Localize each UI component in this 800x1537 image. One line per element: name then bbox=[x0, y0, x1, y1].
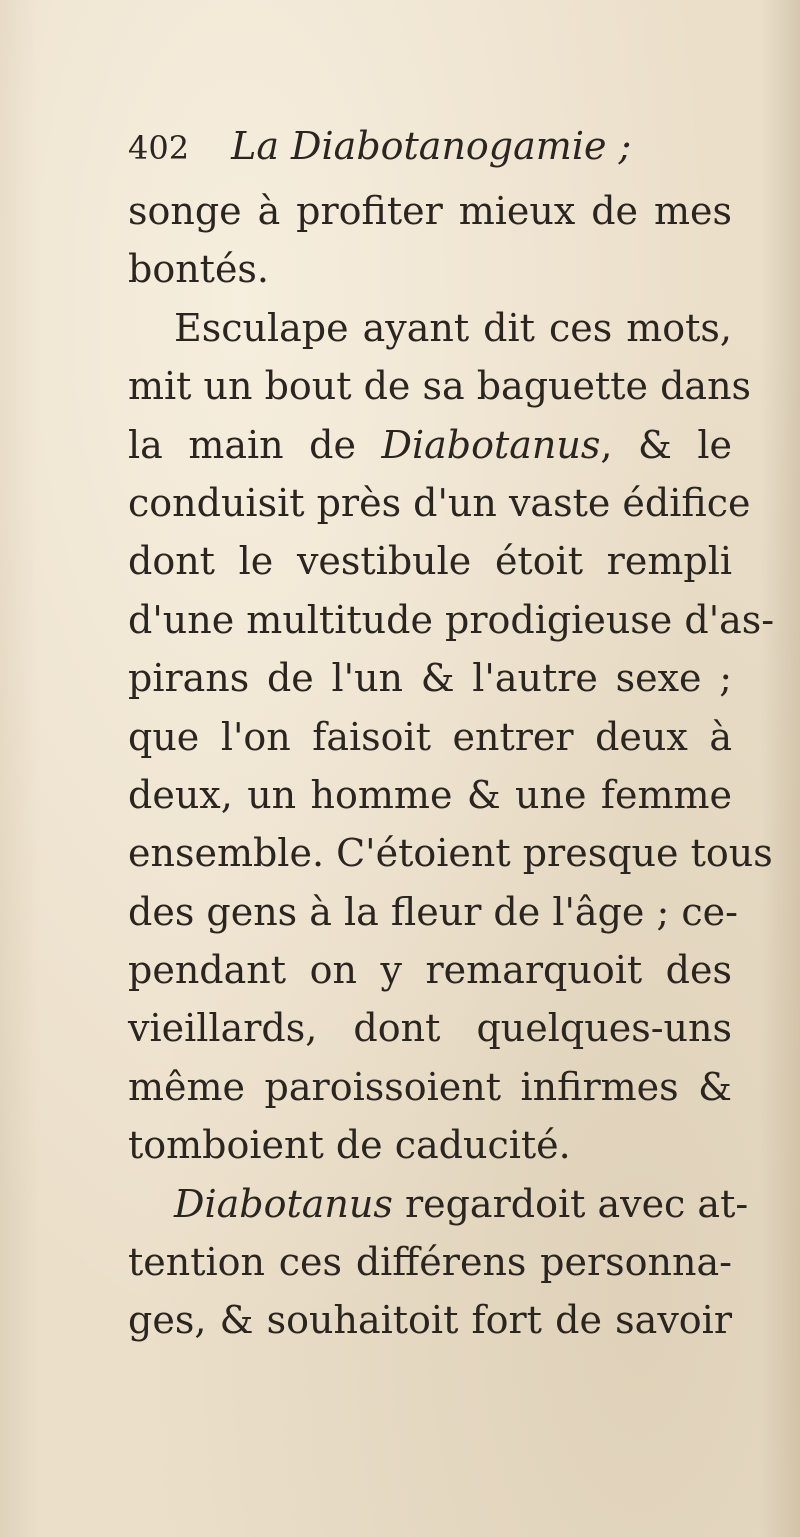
text-line: tomboient de caducité. bbox=[128, 1123, 571, 1168]
text-fragment: regardoit avec at- bbox=[392, 1181, 749, 1226]
text-line: ensemble. C'étoient presque tous bbox=[128, 831, 773, 876]
text-fragment: , & le bbox=[600, 422, 732, 467]
text-line: vieillards, dont quelques-uns bbox=[128, 1006, 732, 1051]
italic-name: Diabotanus bbox=[381, 422, 601, 467]
text-line: tention ces différens personna- bbox=[128, 1240, 732, 1285]
text-line bbox=[128, 1175, 749, 1233]
page-text bbox=[128, 124, 775, 1350]
text-line bbox=[128, 416, 732, 474]
text-line: conduisit près d'un vaste édifice bbox=[128, 480, 751, 525]
text-line: que l'on faisoit entrer deux à bbox=[128, 714, 732, 759]
text-line: songe à profiter mieux de mes bbox=[128, 189, 732, 233]
text-line: même paroissoient infirmes & bbox=[128, 1064, 732, 1109]
text-fragment: la main de bbox=[128, 422, 382, 467]
text-line: pendant on y remarquoit des bbox=[128, 948, 732, 993]
text-line: d'une multitude prodigieuse d'as- bbox=[128, 597, 775, 642]
text-line: mit un bout de sa baguette dans bbox=[128, 364, 752, 409]
page-number: 402 bbox=[128, 129, 190, 167]
text-line: ges, & souhaitoit fort de savoir bbox=[128, 1298, 732, 1343]
text-line: pirans de l'un & l'autre sexe ; bbox=[128, 656, 732, 701]
text-line: Esculape ayant dit ces mots, bbox=[174, 305, 732, 350]
text-line: bontés. bbox=[128, 247, 270, 292]
page-header bbox=[128, 124, 732, 182]
text-line: deux, un homme & une femme bbox=[128, 772, 732, 817]
text-line: des gens à la fleur de l'âge ; ce- bbox=[128, 889, 738, 934]
running-title: La Diabotanogamie ; bbox=[231, 124, 632, 168]
text-line: dont le vestibule étoit rempli bbox=[128, 539, 732, 584]
italic-name: Diabotanus bbox=[174, 1181, 393, 1226]
